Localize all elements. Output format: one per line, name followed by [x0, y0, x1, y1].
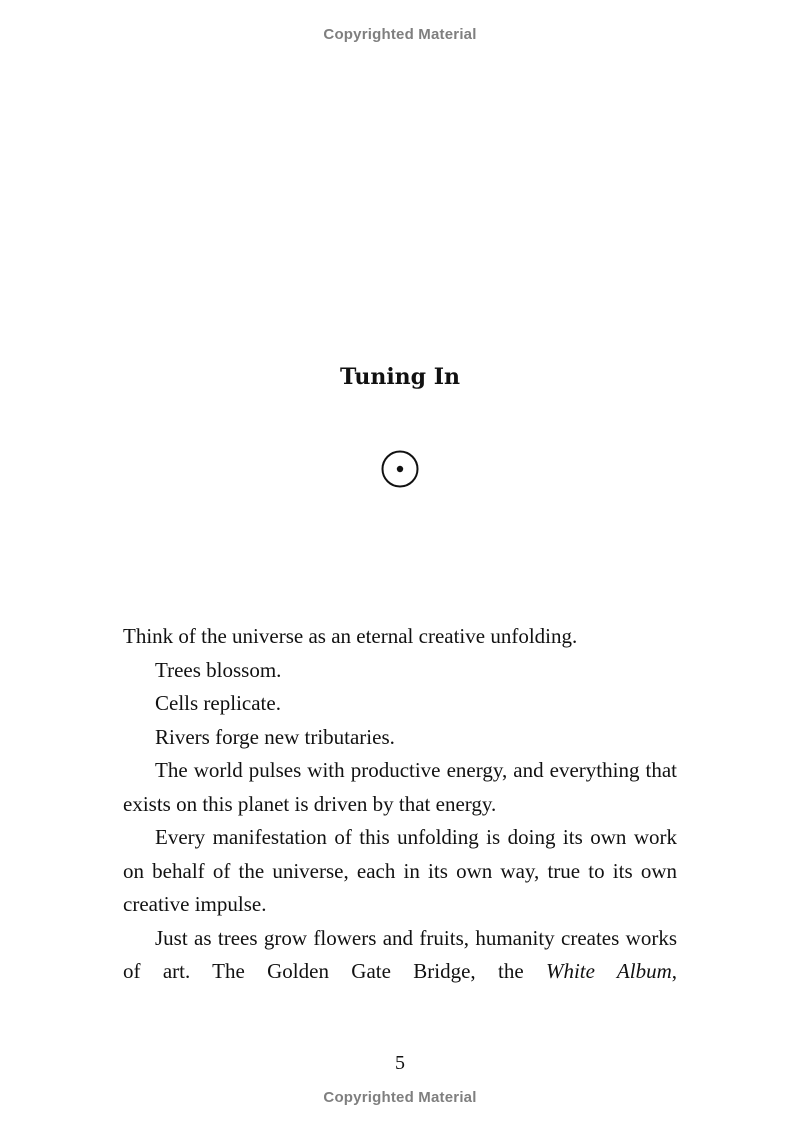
paragraph-7-punctuation: ,: [671, 959, 677, 983]
chapter-title: Tuning In: [339, 364, 461, 390]
circle-dot-icon: [381, 450, 419, 488]
page-number: 5: [395, 1052, 405, 1074]
album-title: White Album: [545, 959, 672, 983]
paragraph-4: Rivers forge new tributaries.: [155, 724, 395, 749]
copyright-watermark-bottom: Copyrighted Material: [323, 1089, 477, 1106]
paragraph-2: Trees blossom.: [155, 657, 282, 682]
paragraph-5: The world pulses with productive energy, and everything that exists on this planet is driven by that energy.: [123, 758, 677, 816]
paragraph-1: Think of the universe as an eternal creative unfolding.: [123, 624, 578, 648]
paragraph-7: [123, 922, 677, 989]
chapter-body: [123, 620, 677, 989]
paragraph-3: Cells replicate.: [155, 691, 281, 715]
copyright-watermark-top: Copyrighted Material: [323, 26, 477, 43]
paragraph-7-text: Just as trees grow flowers and fruits, humanity creates works of art. The Golden Gate Bridge, the: [123, 925, 677, 983]
paragraph-6: Every manifestation of this unfolding is doing its own work on behalf of the universe, each in its own way, true to its own creative impulse.: [123, 825, 677, 916]
